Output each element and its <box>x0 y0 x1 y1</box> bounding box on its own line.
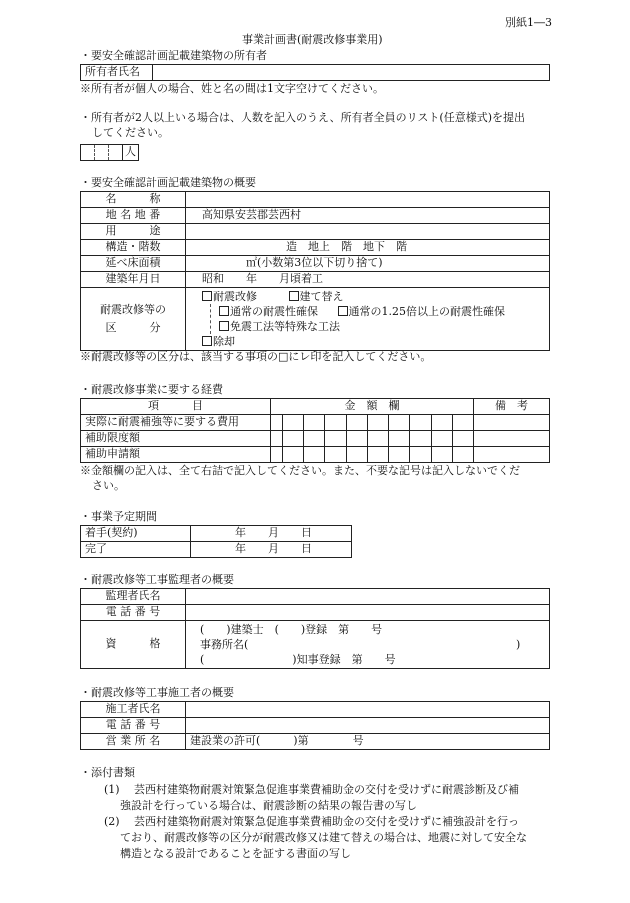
qualification-field[interactable] <box>186 621 550 669</box>
owner-name-field[interactable] <box>153 65 550 81</box>
contractor-phone-field[interactable] <box>186 718 550 734</box>
end-date-field[interactable]: 年 月 日 <box>191 542 352 558</box>
cost-row-label: 実際に耐震補強等に要する費用 <box>81 415 271 431</box>
license-field[interactable]: 建設業の許可( )第 号 <box>186 734 550 750</box>
attachment-2-line-c: 構造となる設計であることを証する書面の写し <box>120 847 351 860</box>
attachment-1-line-b: 強設計を行っている場合は、耐震診断の結果の報告書の写し <box>120 799 417 812</box>
attachments-heading: ・添付書類 <box>80 766 135 779</box>
supervisor-phone-label: 電 話 番 号 <box>81 605 186 621</box>
table-row <box>81 447 550 463</box>
option-retrofit[interactable] <box>202 290 257 303</box>
attachment-1-number: (1) <box>104 783 120 796</box>
cost-row-label: 補助申請額 <box>81 447 271 463</box>
qualification-line-3: ( )知事登録 第 号 <box>200 653 396 666</box>
costs-heading: ・耐震改修事業に要する経費 <box>80 383 223 396</box>
owner-heading: ・要安全確認計画記載建築物の所有者 <box>80 49 267 62</box>
remarks-cell[interactable] <box>474 415 550 431</box>
retrofit-category-label <box>81 288 186 351</box>
structure-label: 構造・階数 <box>81 240 186 256</box>
option-special-label: 免震工法等特殊な工法 <box>230 320 340 333</box>
category-label-line1: 耐震改修等の <box>100 303 166 317</box>
qualification-line-2: 事務所名( <box>200 638 249 651</box>
overview-note: ※耐震改修等の区分は、該当する事項の□にレ印を記入してください。 <box>80 350 432 363</box>
start-label: 着手(契約) <box>81 526 191 542</box>
schedule-heading: ・事業予定期間 <box>80 510 157 523</box>
option-rebuild-label: 建て替え <box>299 290 344 303</box>
table-row <box>81 415 550 431</box>
option-normal[interactable] <box>219 305 318 318</box>
costs-note-b: さい。 <box>92 479 125 492</box>
attachment-1-line-a: 芸西村建築物耐震対策緊急促進事業費補助金の交付を受けずに耐震診断及び補 <box>134 783 519 796</box>
owner-note-2b: してください。 <box>92 126 169 139</box>
built-date-label: 建築年月日 <box>81 272 186 288</box>
attachment-2-line-a: 芸西村建築物耐震対策緊急促進事業費補助金の交付を受けずに補強設計を行っ <box>134 815 519 828</box>
checkbox-icon[interactable] <box>338 306 348 316</box>
qualification-label: 資 格 <box>81 621 186 669</box>
qualification-line-1: ( )建築士 ( )登録 第 号 <box>200 623 383 636</box>
address-label: 地 名 地 番 <box>81 208 186 224</box>
schedule-table <box>80 525 352 558</box>
overview-heading: ・要安全確認計画記載建築物の概要 <box>80 176 256 189</box>
office-label: 営 業 所 名 <box>81 734 186 750</box>
category-label-line2: 区 分 <box>105 321 161 334</box>
owner-note-1: ※所有者が個人の場合、姓と名の間は1文字空けてください。 <box>80 82 384 95</box>
persons-digit[interactable] <box>81 145 95 161</box>
checkbox-icon[interactable] <box>219 321 229 331</box>
owner-table <box>80 64 550 81</box>
cost-row-label: 補助限度額 <box>81 431 271 447</box>
checkbox-icon[interactable] <box>219 306 229 316</box>
col-item-header: 項 目 <box>81 399 271 415</box>
supervisor-heading: ・耐震改修等工事監理者の概要 <box>80 573 234 586</box>
contractor-table <box>80 701 550 750</box>
owner-name-label: 所有者氏名 <box>81 65 153 81</box>
costs-note-a: ※金額欄の記入は、全て右詰で記入してください。また、不要な記号は記入しないでくだ <box>80 464 520 477</box>
supervisor-phone-field[interactable] <box>186 605 550 621</box>
attachment-number: 別紙1―3 <box>505 16 552 29</box>
supervisor-name-field[interactable] <box>186 589 550 605</box>
retrofit-category-options <box>186 288 550 351</box>
persons-unit: 人 <box>123 145 139 161</box>
contractor-name-field[interactable] <box>186 702 550 718</box>
option-normal-label: 通常の耐震性確保 <box>230 305 318 318</box>
option-remove-label: 除却 <box>213 335 235 348</box>
persons-count-table <box>80 144 139 161</box>
supervisor-name-label: 監理者氏名 <box>81 589 186 605</box>
overview-table <box>80 191 550 351</box>
attachment-2-number: (2) <box>104 815 120 828</box>
qualification-line-2-close: ) <box>516 638 521 651</box>
start-date-field[interactable]: 年 月 日 <box>191 526 352 542</box>
building-name-label: 名 称 <box>81 192 186 208</box>
built-date-field[interactable]: 昭和 年 月頃着工 <box>186 272 550 288</box>
building-name-field[interactable] <box>186 192 550 208</box>
contractor-name-label: 施工者氏名 <box>81 702 186 718</box>
persons-digit[interactable] <box>95 145 109 161</box>
floor-area-label: 延べ床面積 <box>81 256 186 272</box>
option-125[interactable] <box>338 305 506 318</box>
remarks-cell[interactable] <box>474 447 550 463</box>
checkbox-icon[interactable] <box>202 291 212 301</box>
floor-area-field[interactable]: ㎡(小数第3位以下切り捨て) <box>186 256 550 272</box>
supervisor-table <box>80 588 550 669</box>
remarks-cell[interactable] <box>474 431 550 447</box>
col-amount-header: 金 額 欄 <box>271 399 474 415</box>
page-title: 事業計画書(耐震改修事業用) <box>242 33 383 46</box>
option-special[interactable] <box>219 320 340 333</box>
table-row <box>81 431 550 447</box>
use-label: 用 途 <box>81 224 186 240</box>
option-rebuild[interactable] <box>289 290 344 303</box>
address-field[interactable]: 高知県安芸郡芸西村 <box>186 208 550 224</box>
costs-table <box>80 398 550 463</box>
contractor-heading: ・耐震改修等工事施工者の概要 <box>80 686 234 699</box>
checkbox-icon[interactable] <box>202 336 212 346</box>
owner-note-2a: ・所有者が2人以上いる場合は、人数を記入のうえ、所有者全員のリスト(任意様式)を提出 <box>80 111 526 124</box>
option-remove[interactable] <box>202 335 235 348</box>
attachment-2-line-b: ており、耐震改修等の区分が耐震改修又は建て替えの場合は、地震に対して安全な <box>120 831 527 844</box>
col-remarks-header: 備 考 <box>474 399 550 415</box>
persons-digit[interactable] <box>109 145 123 161</box>
checkbox-icon[interactable] <box>289 291 299 301</box>
option-125-label: 通常の1.25倍以上の耐震性確保 <box>348 305 505 318</box>
option-retrofit-label: 耐震改修 <box>213 290 257 303</box>
use-field[interactable] <box>186 224 550 240</box>
structure-field[interactable]: 造 地上 階 地下 階 <box>186 240 550 256</box>
end-label: 完了 <box>81 542 191 558</box>
contractor-phone-label: 電 話 番 号 <box>81 718 186 734</box>
